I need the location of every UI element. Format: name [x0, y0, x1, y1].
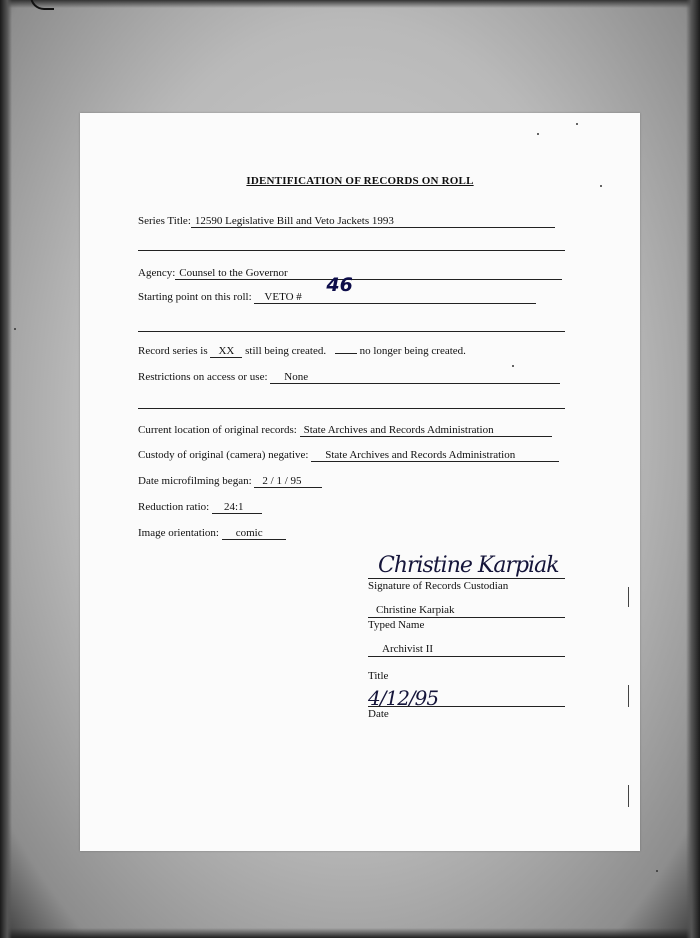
agency-value: Counsel to the Governor — [175, 267, 562, 280]
record-series-no-longer-label: no longer being created. — [359, 345, 466, 357]
date-began-row — [138, 475, 322, 488]
custody-value: State Archives and Records Administration — [311, 449, 559, 462]
orientation-label: Image orientation: — [138, 527, 219, 539]
speck — [14, 328, 16, 330]
handwritten-date: 4/12/95 — [368, 686, 439, 710]
location-value: State Archives and Records Administration — [300, 424, 552, 437]
series-title-label: Series Title: — [138, 215, 191, 227]
margin-tick — [628, 587, 629, 607]
series-title-value: 12590 Legislative Bill and Veto Jackets 1993 — [191, 215, 555, 228]
speck — [512, 365, 514, 367]
margin-tick — [628, 685, 629, 707]
starting-point-value: VETO # — [264, 291, 302, 303]
film-edge-bottom — [0, 928, 700, 938]
restrictions-value: None — [270, 371, 560, 384]
restrictions-extra-line — [138, 408, 565, 409]
date-began-label: Date microfilming began: — [138, 475, 252, 487]
series-title-extra-line — [138, 250, 565, 251]
reduction-value: 24:1 — [212, 501, 262, 514]
date-began-value: 2 / 1 / 95 — [254, 475, 322, 488]
margin-tick — [628, 785, 629, 807]
film-corner-mark — [30, 0, 54, 10]
reduction-label: Reduction ratio: — [138, 501, 210, 513]
record-series-no-longer-blank — [335, 353, 357, 354]
agency-label: Agency: — [138, 267, 176, 279]
typed-name-value: Christine Karpiak — [376, 604, 455, 616]
film-edge-left — [0, 0, 12, 938]
custody-label: Custody of original (camera) negative: — [138, 449, 309, 461]
title-value: Archivist II — [382, 643, 434, 655]
starting-point-extra-line — [138, 331, 565, 332]
film-edge-right — [686, 0, 700, 938]
restrictions-label: Restrictions on access or use: — [138, 371, 268, 383]
location-label: Current location of original records: — [138, 424, 297, 436]
typed-name-label: Typed Name — [368, 619, 425, 631]
title-line — [368, 656, 565, 657]
starting-point-row — [138, 274, 536, 304]
reduction-row — [138, 501, 262, 514]
custodian-signature: Christine Karpiak — [378, 553, 559, 578]
orientation-row — [138, 527, 286, 540]
film-edge-top — [0, 0, 700, 8]
speck — [600, 185, 602, 187]
location-row — [138, 424, 552, 437]
restrictions-row — [138, 371, 560, 384]
starting-point-label: Starting point on this roll: — [138, 291, 252, 303]
starting-point-field — [254, 274, 536, 304]
speck — [537, 133, 539, 135]
custody-row — [138, 449, 559, 462]
orientation-value: comic — [222, 527, 286, 540]
starting-point-number: 46 — [326, 274, 353, 296]
signature-line — [368, 578, 565, 579]
record-series-still-label: still being created. — [245, 345, 327, 357]
form-sheet — [80, 113, 640, 851]
date-line — [368, 706, 565, 707]
series-title-row — [138, 215, 555, 228]
speck — [576, 123, 578, 125]
typed-name-line — [368, 617, 565, 618]
date-label: Date — [368, 708, 389, 720]
title-label: Title — [368, 670, 389, 682]
form-title: IDENTIFICATION OF RECORDS ON ROLL — [246, 175, 474, 187]
signature-label: Signature of Records Custodian — [368, 580, 509, 592]
record-series-row — [138, 345, 466, 358]
speck — [656, 870, 658, 872]
record-series-mark: XX — [210, 345, 242, 358]
record-series-prefix: Record series is — [138, 345, 208, 357]
